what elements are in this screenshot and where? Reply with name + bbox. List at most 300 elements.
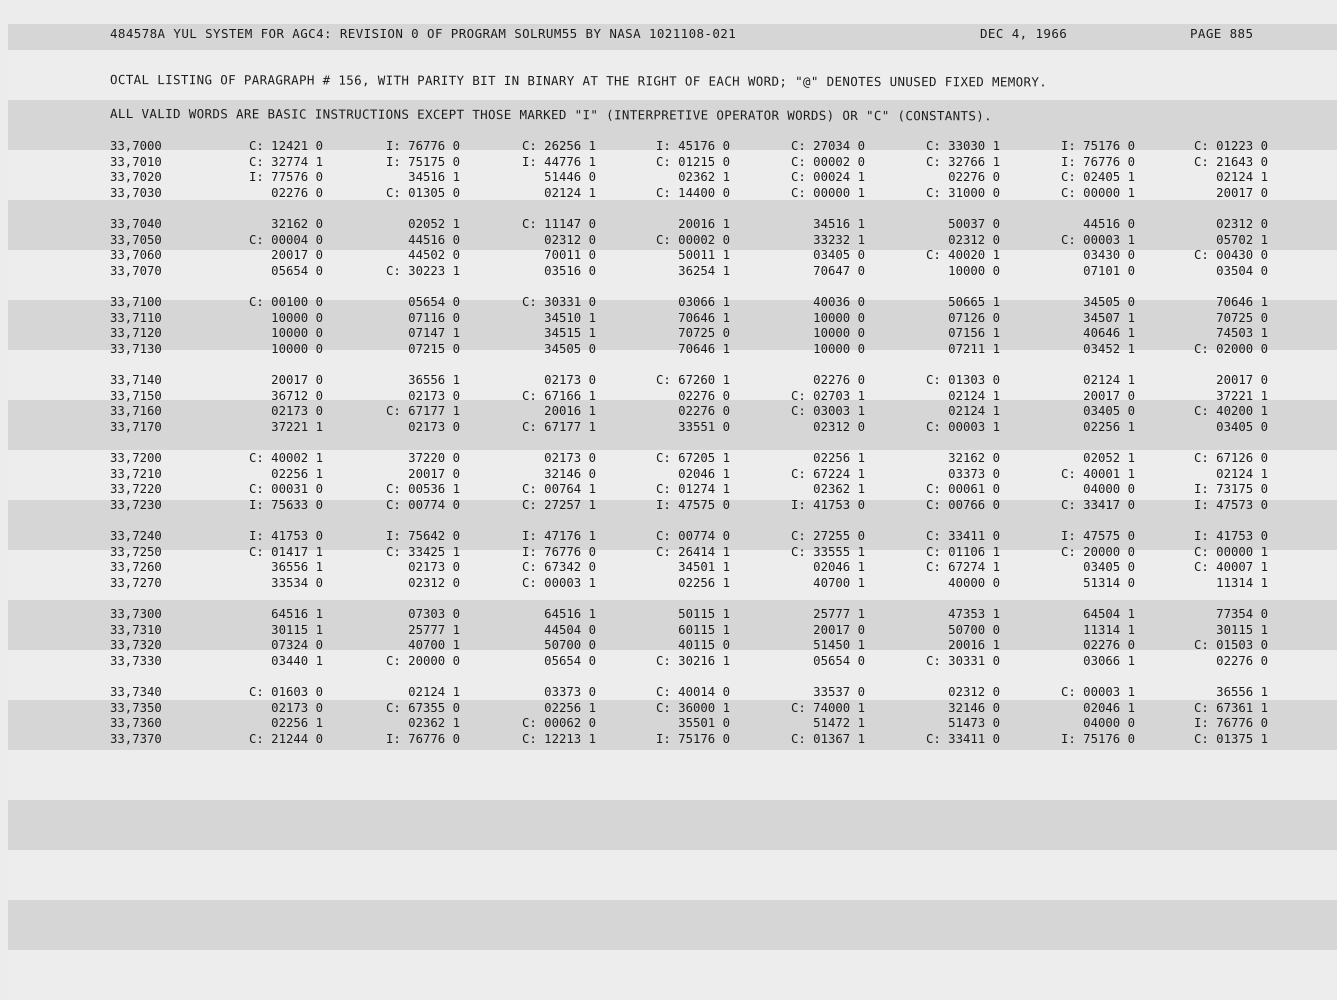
header-date: DEC 4, 1966 bbox=[980, 26, 1068, 41]
paper-margin bbox=[8, 0, 1337, 24]
memory-word: C: 00774 0 bbox=[385, 497, 460, 512]
memory-word: 02276 0 bbox=[271, 185, 323, 200]
memory-word: 02256 1 bbox=[544, 700, 596, 715]
memory-word: 33534 0 bbox=[271, 575, 323, 590]
memory-word: 20016 1 bbox=[544, 404, 596, 418]
memory-word: 10000 0 bbox=[813, 326, 865, 340]
memory-word: C: 31000 0 bbox=[925, 185, 1000, 200]
memory-word: 36556 1 bbox=[408, 373, 460, 387]
row-address: 33,7070 bbox=[110, 263, 162, 278]
memory-word: C: 67355 0 bbox=[385, 700, 460, 715]
memory-word: 34501 1 bbox=[678, 560, 730, 574]
memory-word: 07211 1 bbox=[948, 341, 1000, 356]
memory-word: I: 76776 0 bbox=[385, 139, 460, 153]
memory-word: 03440 1 bbox=[271, 653, 323, 668]
memory-word: C: 36000 1 bbox=[655, 700, 730, 715]
memory-word: C: 01106 1 bbox=[925, 544, 1000, 559]
memory-word: 30115 1 bbox=[1216, 622, 1268, 637]
memory-word: C: 00430 0 bbox=[1193, 248, 1268, 262]
memory-word: 07126 0 bbox=[948, 310, 1000, 325]
memory-word: I: 41753 0 bbox=[790, 497, 865, 512]
listing-row bbox=[110, 482, 1280, 498]
memory-word: I: 47176 1 bbox=[521, 529, 596, 543]
memory-word: C: 27034 0 bbox=[790, 139, 865, 153]
memory-word: 03066 1 bbox=[1083, 653, 1135, 668]
listing-row bbox=[110, 654, 1280, 670]
memory-word: C: 00031 0 bbox=[248, 482, 323, 496]
memory-word: C: 00766 0 bbox=[925, 497, 1000, 512]
subheading-line-1: OCTAL LISTING OF PARAGRAPH # 156, WITH PARITY BIT IN BINARY AT THE RIGHT OF EACH WORD; "@" DENOTES UNUSED FIXED MEMORY. bbox=[109, 72, 1048, 90]
memory-word: 70647 0 bbox=[813, 263, 865, 278]
memory-word: 02173 0 bbox=[271, 404, 323, 418]
memory-word: 10000 0 bbox=[271, 341, 323, 356]
memory-word: C: 00000 1 bbox=[790, 185, 865, 200]
memory-word: C: 00061 0 bbox=[925, 482, 1000, 496]
memory-word: 51446 0 bbox=[544, 170, 596, 184]
memory-word: C: 40200 1 bbox=[1193, 404, 1268, 418]
memory-word: C: 21643 0 bbox=[1193, 154, 1268, 169]
memory-word: C: 30223 1 bbox=[385, 263, 460, 278]
memory-word: 32146 0 bbox=[544, 466, 596, 481]
memory-word: 20017 0 bbox=[1216, 185, 1268, 200]
memory-word: 02256 1 bbox=[678, 575, 730, 590]
listing-row bbox=[110, 732, 1280, 748]
memory-word: 05702 1 bbox=[1216, 232, 1268, 247]
memory-word: 02046 1 bbox=[1083, 700, 1135, 715]
memory-word: 34505 0 bbox=[1083, 295, 1135, 309]
memory-word: 40646 1 bbox=[1083, 326, 1135, 340]
memory-word: 02362 1 bbox=[678, 170, 730, 184]
memory-word: 02276 0 bbox=[1216, 653, 1268, 668]
memory-word: C: 11147 0 bbox=[521, 217, 596, 231]
memory-word: 03430 0 bbox=[1083, 248, 1135, 262]
row-address: 33,7060 bbox=[110, 248, 162, 262]
memory-word: 37221 1 bbox=[1216, 388, 1268, 403]
memory-word: C: 02000 0 bbox=[1193, 341, 1268, 356]
memory-word: 05654 0 bbox=[408, 295, 460, 309]
memory-word: C: 67224 1 bbox=[790, 466, 865, 481]
memory-word: 44516 0 bbox=[1083, 217, 1135, 231]
row-address: 33,7330 bbox=[110, 653, 162, 668]
memory-word: C: 00003 1 bbox=[1060, 232, 1135, 247]
memory-word: 47353 1 bbox=[948, 607, 1000, 621]
memory-word: 02276 0 bbox=[948, 170, 1000, 184]
memory-word: C: 26256 1 bbox=[521, 139, 596, 153]
memory-word: 05654 0 bbox=[813, 653, 865, 668]
memory-word: C: 20000 0 bbox=[385, 653, 460, 668]
row-address: 33,7130 bbox=[110, 341, 162, 356]
listing-group bbox=[110, 217, 1280, 279]
listing-row bbox=[110, 420, 1280, 436]
memory-word: 44504 0 bbox=[544, 622, 596, 637]
memory-word: C: 01274 1 bbox=[655, 482, 730, 496]
memory-word: I: 77576 0 bbox=[248, 170, 323, 184]
memory-word: 10000 0 bbox=[948, 263, 1000, 278]
memory-word: C: 00000 1 bbox=[1060, 185, 1135, 200]
row-address: 33,7050 bbox=[110, 232, 162, 247]
memory-word: C: 67126 0 bbox=[1193, 451, 1268, 465]
memory-word: 02124 1 bbox=[408, 685, 460, 699]
memory-word: 02276 0 bbox=[813, 373, 865, 387]
memory-word: I: 47575 0 bbox=[1060, 529, 1135, 543]
memory-word: C: 01303 0 bbox=[925, 373, 1000, 387]
listing-row bbox=[110, 233, 1280, 249]
memory-word: 40036 0 bbox=[813, 295, 865, 309]
memory-word: C: 33411 0 bbox=[925, 731, 1000, 746]
memory-word: 20017 0 bbox=[1216, 373, 1268, 387]
memory-word: C: 67342 0 bbox=[521, 560, 596, 574]
memory-word: 03405 0 bbox=[1083, 404, 1135, 418]
listing-row bbox=[110, 560, 1280, 576]
memory-word: I: 41753 0 bbox=[248, 529, 323, 543]
memory-word: C: 40001 1 bbox=[1060, 466, 1135, 481]
row-address: 33,7120 bbox=[110, 326, 162, 340]
memory-word: 02124 1 bbox=[1216, 466, 1268, 481]
memory-word: 74503 1 bbox=[1216, 326, 1268, 340]
memory-word: C: 00774 0 bbox=[655, 529, 730, 543]
memory-word: C: 67274 1 bbox=[925, 560, 1000, 574]
row-address: 33,7020 bbox=[110, 170, 162, 184]
memory-word: 10000 0 bbox=[813, 341, 865, 356]
memory-word: 07147 1 bbox=[408, 326, 460, 340]
memory-word: 02124 1 bbox=[948, 388, 1000, 403]
listing-row bbox=[110, 498, 1280, 514]
row-address: 33,7230 bbox=[110, 497, 162, 512]
memory-word: 10000 0 bbox=[271, 326, 323, 340]
memory-word: 02256 1 bbox=[271, 466, 323, 481]
listing-row bbox=[110, 389, 1280, 405]
memory-word: 50700 0 bbox=[544, 638, 596, 652]
row-address: 33,7340 bbox=[110, 685, 162, 699]
listing-row bbox=[110, 529, 1280, 545]
memory-word: 20017 0 bbox=[1083, 388, 1135, 403]
memory-word: 51472 1 bbox=[813, 716, 865, 730]
memory-word: C: 00764 1 bbox=[521, 482, 596, 496]
memory-word: 36254 1 bbox=[678, 263, 730, 278]
memory-word: 25777 1 bbox=[813, 607, 865, 621]
row-address: 33,7040 bbox=[110, 217, 162, 231]
memory-word: 10000 0 bbox=[813, 310, 865, 325]
memory-word: C: 30331 0 bbox=[925, 653, 1000, 668]
memory-word: 02046 1 bbox=[813, 560, 865, 574]
memory-word: 33232 1 bbox=[813, 232, 865, 247]
header-page-number: PAGE 885 bbox=[1190, 26, 1254, 41]
memory-word: C: 03003 1 bbox=[790, 404, 865, 418]
memory-word: 02124 1 bbox=[1083, 373, 1135, 387]
memory-word: C: 00000 1 bbox=[1193, 544, 1268, 559]
row-address: 33,7360 bbox=[110, 716, 162, 730]
memory-word: 11314 1 bbox=[1216, 575, 1268, 590]
listing-row bbox=[110, 716, 1280, 732]
listing-row bbox=[110, 170, 1280, 186]
memory-word: 04000 0 bbox=[1083, 482, 1135, 496]
memory-word: 36556 1 bbox=[271, 560, 323, 574]
memory-word: 02312 0 bbox=[948, 232, 1000, 247]
memory-word: C: 01367 1 bbox=[790, 731, 865, 746]
memory-word: 02173 0 bbox=[544, 373, 596, 387]
memory-word: I: 47573 0 bbox=[1193, 497, 1268, 512]
memory-word: 03405 0 bbox=[1083, 560, 1135, 574]
memory-word: C: 67166 1 bbox=[521, 388, 596, 403]
memory-word: I: 73175 0 bbox=[1193, 482, 1268, 496]
memory-word: C: 01603 0 bbox=[248, 685, 323, 699]
memory-word: 02124 1 bbox=[948, 404, 1000, 418]
memory-word: 51450 1 bbox=[813, 638, 865, 652]
memory-word: C: 01305 0 bbox=[385, 185, 460, 200]
memory-word: I: 44776 1 bbox=[521, 154, 596, 169]
row-address: 33,7250 bbox=[110, 544, 162, 559]
memory-word: C: 01375 1 bbox=[1193, 731, 1268, 746]
memory-word: 02124 1 bbox=[544, 185, 596, 200]
memory-word: 02256 1 bbox=[1083, 419, 1135, 434]
memory-word: 02312 0 bbox=[544, 232, 596, 247]
memory-word: 30115 1 bbox=[271, 622, 323, 637]
listing-row bbox=[110, 248, 1280, 264]
memory-word: 70646 1 bbox=[678, 310, 730, 325]
memory-word: C: 14400 0 bbox=[655, 185, 730, 200]
memory-word: 40115 0 bbox=[678, 638, 730, 652]
memory-word: 70646 1 bbox=[678, 341, 730, 356]
memory-word: 03066 1 bbox=[678, 295, 730, 309]
listing-group bbox=[110, 373, 1280, 435]
memory-word: 02276 0 bbox=[678, 388, 730, 403]
listing-group bbox=[110, 451, 1280, 513]
memory-word: 44502 0 bbox=[408, 248, 460, 262]
memory-word: 33551 0 bbox=[678, 419, 730, 434]
row-address: 33,7210 bbox=[110, 466, 162, 481]
memory-word: I: 75176 0 bbox=[655, 731, 730, 746]
memory-word: 50011 1 bbox=[678, 248, 730, 262]
memory-word: 64516 1 bbox=[271, 607, 323, 621]
memory-word: 20016 1 bbox=[678, 217, 730, 231]
memory-word: 64516 1 bbox=[544, 607, 596, 621]
memory-word: 50700 0 bbox=[948, 622, 1000, 637]
listing-row bbox=[110, 638, 1280, 654]
listing-group bbox=[110, 685, 1280, 747]
memory-word: C: 40014 0 bbox=[655, 685, 730, 699]
memory-word: C: 67177 1 bbox=[385, 404, 460, 418]
memory-word: C: 30331 0 bbox=[521, 295, 596, 309]
memory-word: C: 00003 1 bbox=[1060, 685, 1135, 699]
listing-row bbox=[110, 186, 1280, 202]
memory-word: 02052 1 bbox=[1083, 451, 1135, 465]
memory-word: 02046 1 bbox=[678, 466, 730, 481]
memory-word: C: 12213 1 bbox=[521, 731, 596, 746]
memory-word: I: 76776 0 bbox=[385, 731, 460, 746]
memory-word: 50115 1 bbox=[678, 607, 730, 621]
memory-word: 40000 0 bbox=[948, 575, 1000, 590]
memory-word: I: 41753 0 bbox=[1193, 529, 1268, 543]
listing-row bbox=[110, 404, 1280, 420]
memory-word: C: 32774 1 bbox=[248, 154, 323, 169]
memory-word: 32162 0 bbox=[948, 451, 1000, 465]
memory-word: C: 67177 1 bbox=[521, 419, 596, 434]
memory-word: C: 01417 1 bbox=[248, 544, 323, 559]
memory-word: C: 40020 1 bbox=[925, 248, 1000, 262]
memory-word: 03373 0 bbox=[948, 466, 1000, 481]
memory-word: C: 40007 1 bbox=[1193, 560, 1268, 574]
memory-word: I: 75175 0 bbox=[385, 154, 460, 169]
listing-row bbox=[110, 545, 1280, 561]
row-address: 33,7320 bbox=[110, 638, 162, 652]
memory-word: 10000 0 bbox=[271, 310, 323, 325]
memory-word: I: 75176 0 bbox=[1060, 139, 1135, 153]
header-title: 484578A YUL SYSTEM FOR AGC4: REVISION 0 OF PROGRAM SOLRUM55 BY NASA 1021108-021 bbox=[110, 26, 737, 41]
memory-word: C: 30216 1 bbox=[655, 653, 730, 668]
listing-row bbox=[110, 623, 1280, 639]
memory-word: 02256 1 bbox=[271, 716, 323, 730]
memory-word: C: 00002 0 bbox=[655, 232, 730, 247]
memory-word: 44516 0 bbox=[408, 232, 460, 247]
memory-word: 03405 0 bbox=[1216, 419, 1268, 434]
memory-word: C: 40002 1 bbox=[248, 451, 323, 465]
memory-word: I: 76776 0 bbox=[521, 544, 596, 559]
listing-group bbox=[110, 139, 1280, 201]
listing-row bbox=[110, 264, 1280, 280]
memory-word: 60115 1 bbox=[678, 622, 730, 637]
row-address: 33,7350 bbox=[110, 700, 162, 715]
row-address: 33,7100 bbox=[110, 295, 162, 309]
memory-word: C: 00002 0 bbox=[790, 154, 865, 169]
memory-word: 07324 0 bbox=[271, 638, 323, 652]
memory-word: C: 33555 1 bbox=[790, 544, 865, 559]
listing-row bbox=[110, 326, 1280, 342]
memory-word: C: 33417 0 bbox=[1060, 497, 1135, 512]
memory-word: 34505 0 bbox=[544, 341, 596, 356]
row-address: 33,7240 bbox=[110, 529, 162, 543]
memory-word: 04000 0 bbox=[1083, 716, 1135, 730]
memory-word: C: 33030 1 bbox=[925, 139, 1000, 153]
memory-word: C: 00003 1 bbox=[925, 419, 1000, 434]
memory-word: 70011 0 bbox=[544, 248, 596, 262]
memory-word: 03516 0 bbox=[544, 263, 596, 278]
memory-word: 07101 0 bbox=[1083, 263, 1135, 278]
memory-word: C: 00003 1 bbox=[521, 575, 596, 590]
row-address: 33,7200 bbox=[110, 451, 162, 465]
memory-word: 02276 0 bbox=[678, 404, 730, 418]
memory-word: 07303 0 bbox=[408, 607, 460, 621]
memory-word: I: 75633 0 bbox=[248, 497, 323, 512]
memory-word: C: 27257 1 bbox=[521, 497, 596, 512]
listing-row bbox=[110, 685, 1280, 701]
memory-word: I: 47575 0 bbox=[655, 497, 730, 512]
memory-word: 20017 0 bbox=[813, 622, 865, 637]
listing-row bbox=[110, 217, 1280, 233]
listing-row bbox=[110, 311, 1280, 327]
memory-word: 02173 0 bbox=[271, 700, 323, 715]
row-address: 33,7310 bbox=[110, 622, 162, 637]
memory-word: C: 27255 0 bbox=[790, 529, 865, 543]
memory-word: 34516 1 bbox=[813, 217, 865, 231]
memory-word: 03504 0 bbox=[1216, 263, 1268, 278]
memory-word: 02362 1 bbox=[813, 482, 865, 496]
memory-word: 02256 1 bbox=[813, 451, 865, 465]
memory-word: 05654 0 bbox=[544, 653, 596, 668]
memory-word: 50665 1 bbox=[948, 295, 1000, 309]
memory-word: C: 26414 1 bbox=[655, 544, 730, 559]
row-address: 33,7370 bbox=[110, 731, 162, 746]
memory-word: 02312 0 bbox=[948, 685, 1000, 699]
memory-word: 02312 0 bbox=[1216, 217, 1268, 231]
memory-word: 07215 0 bbox=[408, 341, 460, 356]
memory-word: 02362 1 bbox=[408, 716, 460, 730]
memory-word: 20016 1 bbox=[948, 638, 1000, 652]
row-address: 33,7220 bbox=[110, 482, 162, 496]
memory-word: C: 33425 1 bbox=[385, 544, 460, 559]
memory-word: 02173 0 bbox=[408, 388, 460, 403]
memory-word: 34516 1 bbox=[408, 170, 460, 184]
memory-word: 20017 0 bbox=[408, 466, 460, 481]
memory-word: C: 01223 0 bbox=[1193, 139, 1268, 153]
memory-word: 03405 0 bbox=[813, 248, 865, 262]
memory-word: 70646 1 bbox=[1216, 295, 1268, 309]
memory-word: 02312 0 bbox=[813, 419, 865, 434]
memory-word: C: 01215 0 bbox=[655, 154, 730, 169]
memory-word: 36712 0 bbox=[271, 388, 323, 403]
memory-word: 05654 0 bbox=[271, 263, 323, 278]
memory-word: 03452 1 bbox=[1083, 341, 1135, 356]
memory-word: 34515 1 bbox=[544, 326, 596, 340]
memory-word: I: 75642 0 bbox=[385, 529, 460, 543]
listing-row bbox=[110, 295, 1280, 311]
memory-word: 07116 0 bbox=[408, 310, 460, 325]
memory-word: C: 01503 0 bbox=[1193, 638, 1268, 652]
row-address: 33,7300 bbox=[110, 607, 162, 621]
listing-row bbox=[110, 607, 1280, 623]
memory-word: 02052 1 bbox=[408, 217, 460, 231]
memory-word: I: 76776 0 bbox=[1193, 716, 1268, 730]
memory-word: 50037 0 bbox=[948, 217, 1000, 231]
listing-row bbox=[110, 701, 1280, 717]
row-address: 33,7150 bbox=[110, 388, 162, 403]
row-address: 33,7170 bbox=[110, 419, 162, 434]
memory-word: 07156 1 bbox=[948, 326, 1000, 340]
row-address: 33,7270 bbox=[110, 575, 162, 590]
memory-word: 34510 1 bbox=[544, 310, 596, 325]
memory-word: C: 67361 1 bbox=[1193, 700, 1268, 715]
listing-group bbox=[110, 295, 1280, 357]
memory-word: C: 00024 1 bbox=[790, 170, 865, 184]
listing-row bbox=[110, 451, 1280, 467]
memory-word: 40700 1 bbox=[408, 638, 460, 652]
memory-word: 35501 0 bbox=[678, 716, 730, 730]
memory-word: 51314 0 bbox=[1083, 575, 1135, 590]
listing-row bbox=[110, 155, 1280, 171]
memory-word: C: 00062 0 bbox=[521, 716, 596, 730]
memory-word: I: 75176 0 bbox=[1060, 731, 1135, 746]
memory-word: 37221 1 bbox=[271, 419, 323, 434]
memory-word: C: 21244 0 bbox=[248, 731, 323, 746]
memory-word: 34507 1 bbox=[1083, 310, 1135, 325]
memory-word: C: 00100 0 bbox=[248, 295, 323, 309]
listing-group bbox=[110, 529, 1280, 591]
memory-word: C: 67205 1 bbox=[655, 451, 730, 465]
memory-word: 70725 0 bbox=[1216, 310, 1268, 325]
memory-word: 20017 0 bbox=[271, 248, 323, 262]
memory-word: C: 67260 1 bbox=[655, 373, 730, 387]
memory-word: I: 76776 0 bbox=[1060, 154, 1135, 169]
memory-word: C: 00004 0 bbox=[248, 232, 323, 247]
memory-word: 32146 0 bbox=[948, 700, 1000, 715]
listing-row bbox=[110, 467, 1280, 483]
row-address: 33,7030 bbox=[110, 185, 162, 200]
memory-word: 25777 1 bbox=[408, 622, 460, 637]
memory-word: C: 00536 1 bbox=[385, 482, 460, 496]
memory-word: 02173 0 bbox=[544, 451, 596, 465]
memory-word: C: 12421 0 bbox=[248, 139, 323, 153]
memory-word: 02124 1 bbox=[1216, 170, 1268, 184]
row-address: 33,7010 bbox=[110, 154, 162, 169]
